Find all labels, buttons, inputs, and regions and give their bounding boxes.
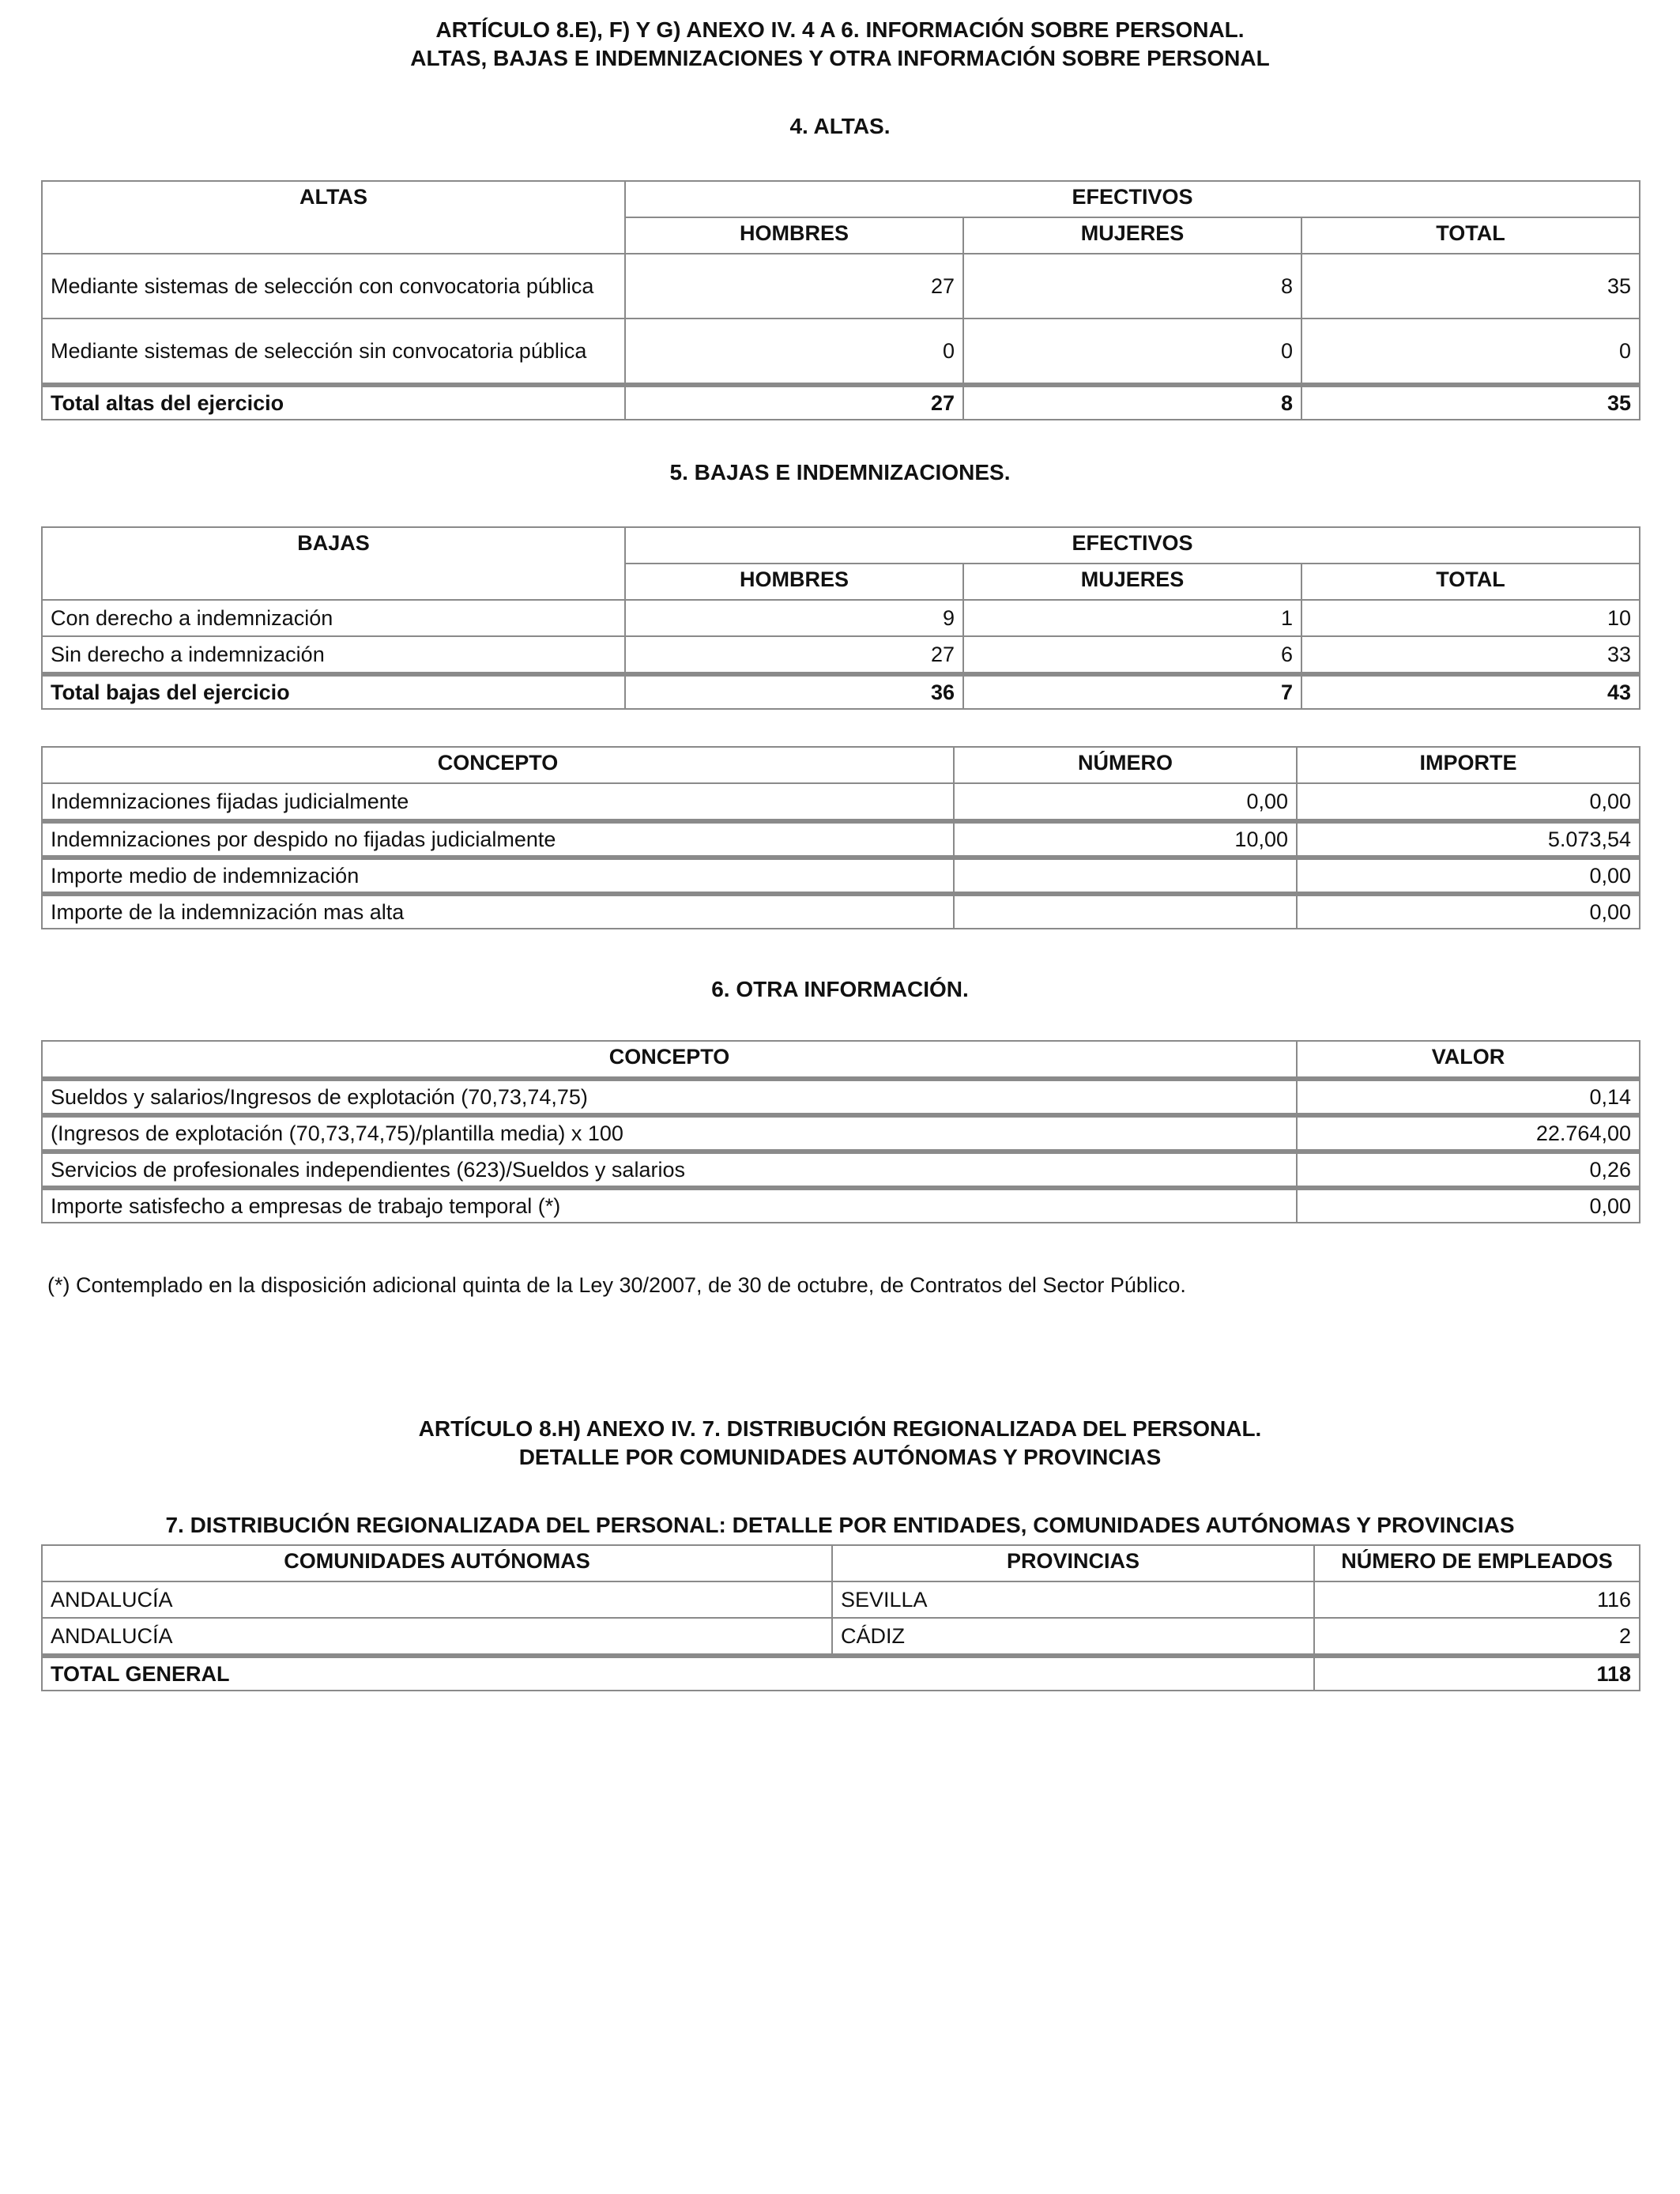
total-general-value: 118: [1315, 1655, 1640, 1691]
altas-hombres-header: HOMBRES: [626, 218, 964, 254]
concepto-cell: Servicios de profesionales independientes (623)/Sueldos y salarios: [43, 1151, 1298, 1187]
table-row: [43, 820, 1640, 857]
empleados-header: NÚMERO DE EMPLEADOS: [1315, 1546, 1640, 1582]
altas-header: ALTAS: [43, 182, 626, 254]
total-hombres: 36: [626, 673, 964, 710]
bajas-hombres-header: HOMBRES: [626, 564, 964, 601]
table-row: [43, 784, 1640, 820]
total-row: [43, 384, 1640, 420]
table-row: [43, 319, 1640, 384]
bajas-total-header: TOTAL: [1302, 564, 1640, 601]
bajas-header: BAJAS: [43, 528, 626, 601]
concepto-cell: Importe de la indemnización mas alta: [43, 893, 955, 929]
table-row: [43, 1582, 1640, 1619]
table-row: [43, 1151, 1640, 1187]
ccaa-header: COMUNIDADES AUTÓNOMAS: [43, 1546, 833, 1582]
document-header: [0, 16, 1680, 73]
table-row: [43, 857, 1640, 893]
total-row: [43, 673, 1640, 710]
mujeres-value: 1: [964, 601, 1302, 637]
bajas-table: [41, 526, 1640, 710]
total-total: 43: [1302, 673, 1640, 710]
numero-cell: 0,00: [955, 784, 1298, 820]
provincia-cell: SEVILLA: [833, 1582, 1315, 1619]
hombres-value: 0: [626, 319, 964, 384]
valor-cell: 22.764,00: [1298, 1114, 1640, 1151]
concepto-cell: (Ingresos de explotación (70,73,74,75)/plantilla media) x 100: [43, 1114, 1298, 1151]
header-line-2: ALTAS, BAJAS E INDEMNIZACIONES Y OTRA INFORMACIÓN SOBRE PERSONAL: [410, 46, 1270, 70]
total-hombres: 27: [626, 384, 964, 420]
table-row: [43, 1078, 1640, 1114]
total-label: Total bajas del ejercicio: [43, 673, 626, 710]
concepto-header: CONCEPTO: [43, 748, 955, 784]
section-title-altas: 4. ALTAS.: [789, 114, 891, 138]
document-header-2: [0, 1415, 1680, 1472]
importe-cell: 0,00: [1298, 857, 1640, 893]
header2-line-1: ARTÍCULO 8.H) ANEXO IV. 7. DISTRIBUCIÓN REGIONALIZADA DEL PERSONAL.: [418, 1416, 1262, 1441]
table-row: [43, 893, 1640, 929]
total-row: [43, 1655, 1640, 1691]
table-row: [43, 1187, 1640, 1223]
row-label: Mediante sistemas de selección sin convocatoria pública: [43, 319, 626, 384]
total-general-label: TOTAL GENERAL: [43, 1655, 1315, 1691]
hombres-value: 9: [626, 601, 964, 637]
importe-header: IMPORTE: [1298, 748, 1640, 784]
numero-cell: [955, 893, 1298, 929]
altas-mujeres-header: MUJERES: [964, 218, 1302, 254]
section-title-distribucion: 7. DISTRIBUCIÓN REGIONALIZADA DEL PERSONAL: DETALLE POR ENTIDADES, COMUNIDADES AUTÓNOMAS Y PROVINCIAS: [165, 1513, 1515, 1537]
table-row: [43, 254, 1640, 319]
valor-cell: 0,00: [1298, 1187, 1640, 1223]
section-title-bajas: 5. BAJAS E INDEMNIZACIONES.: [669, 460, 1011, 484]
total-value: 35: [1302, 254, 1640, 319]
provincias-header: PROVINCIAS: [833, 1546, 1315, 1582]
valor-cell: 0,14: [1298, 1078, 1640, 1114]
table-row: [43, 637, 1640, 673]
concepto-header: CONCEPTO: [43, 1042, 1298, 1078]
hombres-value: 27: [626, 637, 964, 673]
footnote: (*) Contemplado en la disposición adicional quinta de la Ley 30/2007, de 30 de octubre, de Contratos del Sector Público.: [47, 1273, 1186, 1297]
mujeres-value: 8: [964, 254, 1302, 319]
valor-header: VALOR: [1298, 1042, 1640, 1078]
header2-line-2: DETALLE POR COMUNIDADES AUTÓNOMAS Y PROVINCIAS: [518, 1445, 1162, 1469]
altas-efectivos-header: EFECTIVOS: [626, 182, 1640, 218]
mujeres-value: 6: [964, 637, 1302, 673]
concepto-cell: Importe medio de indemnización: [43, 857, 955, 893]
total-value: 0: [1302, 319, 1640, 384]
otra-informacion-table: [41, 1040, 1640, 1223]
empleados-cell: 116: [1315, 1582, 1640, 1619]
altas-table: [41, 180, 1640, 420]
header-line-1: ARTÍCULO 8.E), F) Y G) ANEXO IV. 4 A 6. INFORMACIÓN SOBRE PERSONAL.: [435, 17, 1245, 42]
bajas-mujeres-header: MUJERES: [964, 564, 1302, 601]
total-value: 33: [1302, 637, 1640, 673]
total-total: 35: [1302, 384, 1640, 420]
numero-cell: [955, 857, 1298, 893]
ccaa-cell: ANDALUCÍA: [43, 1619, 833, 1655]
section-title-otra: 6. OTRA INFORMACIÓN.: [711, 977, 969, 1001]
importe-cell: 0,00: [1298, 893, 1640, 929]
row-label: Sin derecho a indemnización: [43, 637, 626, 673]
numero-cell: 10,00: [955, 820, 1298, 857]
table-row: [43, 1114, 1640, 1151]
total-mujeres: 7: [964, 673, 1302, 710]
row-label: Mediante sistemas de selección con convocatoria pública: [43, 254, 626, 319]
indemnizaciones-table: [41, 746, 1640, 929]
table-row: [43, 1619, 1640, 1655]
total-mujeres: 8: [964, 384, 1302, 420]
importe-cell: 5.073,54: [1298, 820, 1640, 857]
hombres-value: 27: [626, 254, 964, 319]
bajas-efectivos-header: EFECTIVOS: [626, 528, 1640, 564]
empleados-cell: 2: [1315, 1619, 1640, 1655]
numero-header: NÚMERO: [955, 748, 1298, 784]
altas-total-header: TOTAL: [1302, 218, 1640, 254]
mujeres-value: 0: [964, 319, 1302, 384]
total-value: 10: [1302, 601, 1640, 637]
table-row: [43, 601, 1640, 637]
importe-cell: 0,00: [1298, 784, 1640, 820]
distribucion-table: [41, 1544, 1640, 1691]
provincia-cell: CÁDIZ: [833, 1619, 1315, 1655]
ccaa-cell: ANDALUCÍA: [43, 1582, 833, 1619]
concepto-cell: Indemnizaciones por despido no fijadas judicialmente: [43, 820, 955, 857]
concepto-cell: Sueldos y salarios/Ingresos de explotación (70,73,74,75): [43, 1078, 1298, 1114]
total-label: Total altas del ejercicio: [43, 384, 626, 420]
concepto-cell: Importe satisfecho a empresas de trabajo temporal (*): [43, 1187, 1298, 1223]
row-label: Con derecho a indemnización: [43, 601, 626, 637]
valor-cell: 0,26: [1298, 1151, 1640, 1187]
concepto-cell: Indemnizaciones fijadas judicialmente: [43, 784, 955, 820]
